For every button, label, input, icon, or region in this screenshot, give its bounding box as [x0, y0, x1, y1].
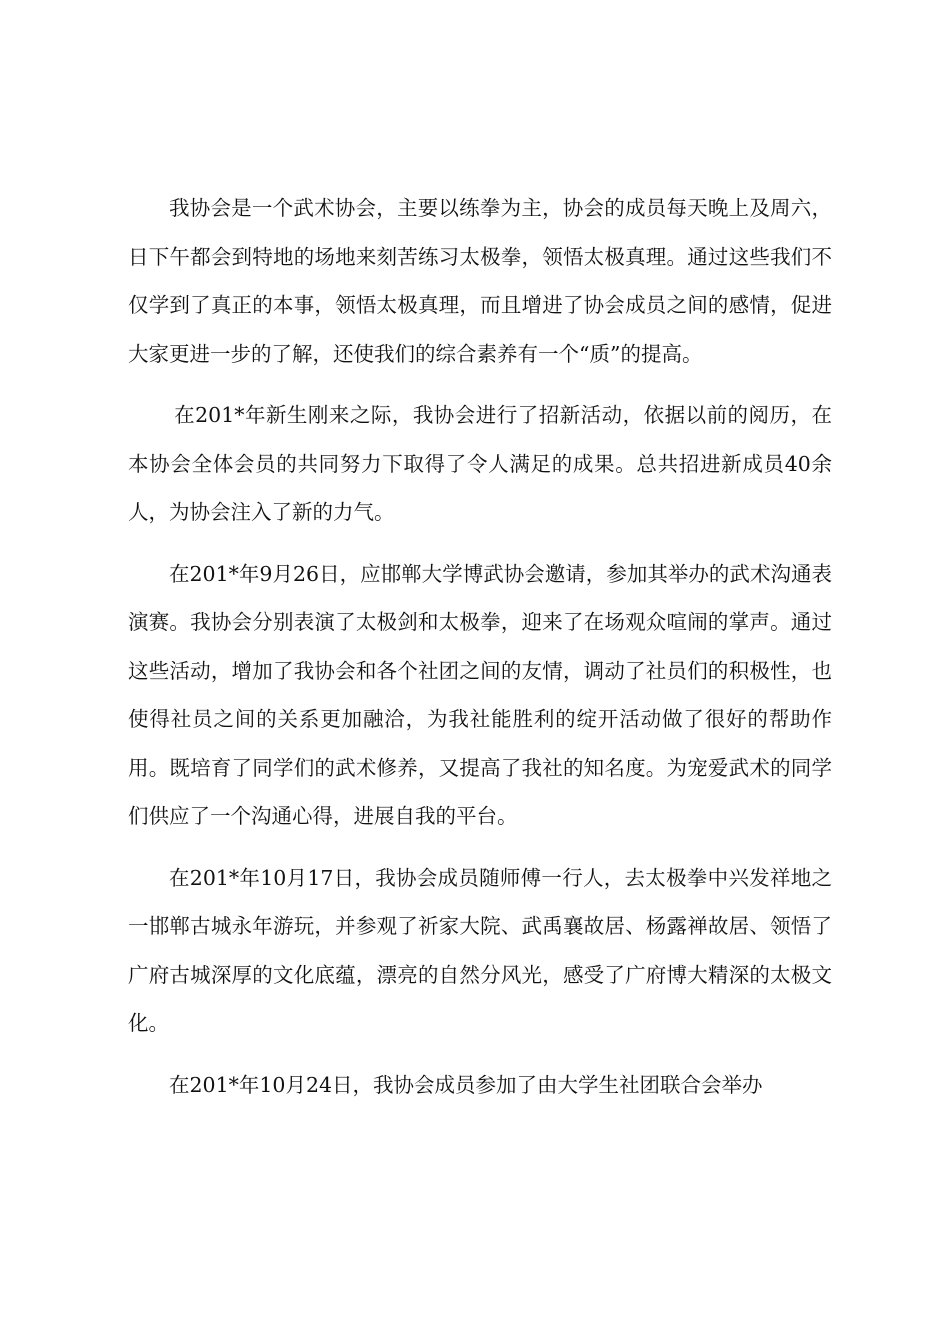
- paragraph-yongnian-visit: 在201*年10月17日，我协会成员随师傅一行人，去太极拳中兴发祥地之一邯郸古城永年游玩，并参观了祈家大院、武禹襄故居、杨露禅故居、领悟了广府古城深厚的文化底蕴，漂亮的自然分风光，感受了广府博大精深的太极文化。: [128, 865, 832, 1035]
- paragraph-club-event: 在201*年10月24日，我协会成员参加了由大学生社团联合会举办: [169, 1072, 763, 1097]
- document-body: [128, 184, 832, 1122]
- paragraph-recruitment: 在201*年新生刚来之际，我协会进行了招新活动，依据以前的阅历，在本协会全体会员的共同努力下取得了令人满足的成果。总共招进新成员40余人，为协会注入了新的力气。: [128, 403, 832, 524]
- paragraph-association-intro: 我协会是一个武术协会，主要以练拳为主，协会的成员每天晚上及周六，日下午都会到特地的场地来刻苦练习太极拳，领悟太极真理。通过这些我们不仅学到了真正的本事，领悟太极真理，而且增进了协会成员之间的感情，促进大家更进一步的了解，还使我们的综合素养有一个“质”的提高。: [128, 196, 832, 366]
- paragraph-exchange-performance: 在201*年9月26日，应邯郸大学博武协会邀请，参加其举办的武术沟通表演赛。我协会分别表演了太极剑和太极拳，迎来了在场观众喧闹的掌声。通过这些活动，增加了我协会和各个社团之间的友情，调动了社员们的积极性，也使得社员之间的关系更加融洽，为我社能胜利的绽开活动做了很好的帮助作用。既培育了同学们的武术修养，又提高了我社的知名度。为宠爱武术的同学们供应了一个沟通心得，进展自我的平台。: [128, 561, 832, 828]
